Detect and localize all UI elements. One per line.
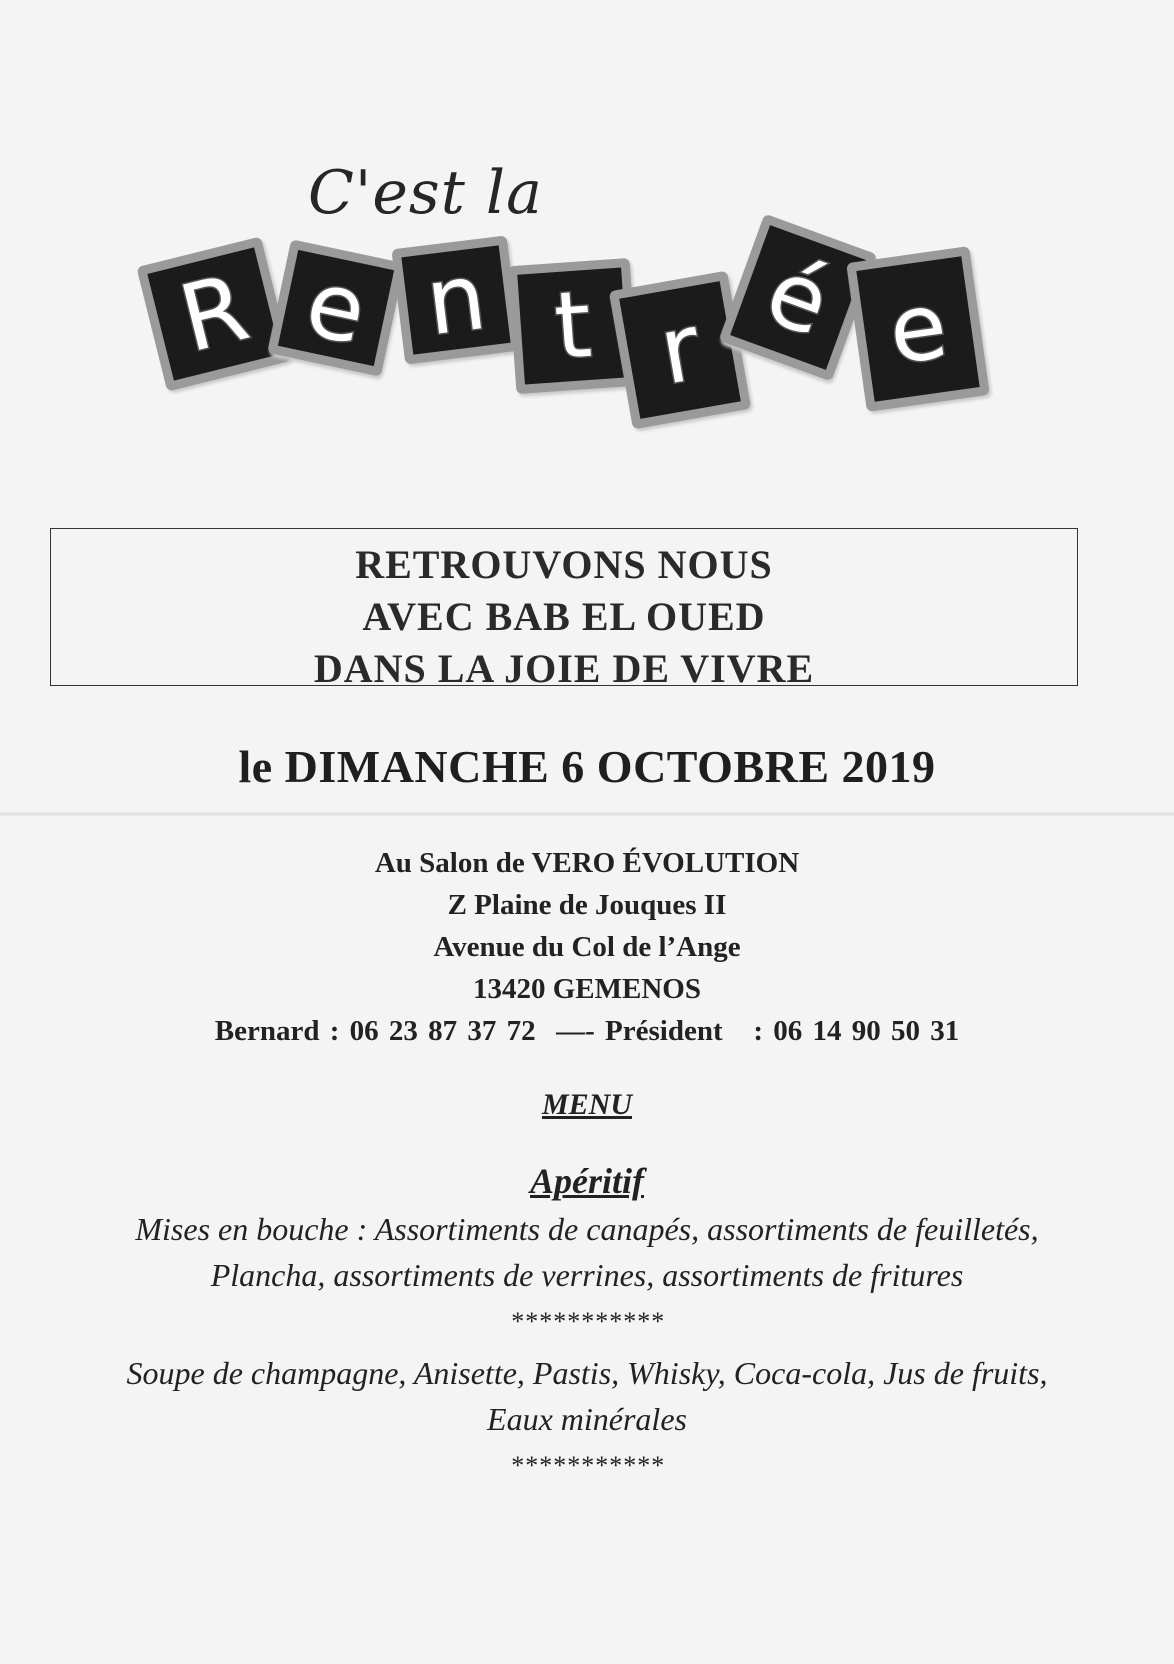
- logo-tile-3: [391, 235, 520, 364]
- event-address: [0, 842, 1174, 1052]
- logo-tile-2: [267, 239, 405, 377]
- rentree-logo: [150, 150, 1030, 480]
- menu-line: Soupe de champagne, Anisette, Pastis, Whisky, Coca-cola, Jus de fruits,: [126, 1355, 1048, 1391]
- menu-separator: ***********: [510, 1451, 664, 1480]
- logo-letter: R: [169, 253, 258, 374]
- logo-letter: t: [551, 270, 595, 381]
- address-city: 13420 GEMENOS: [473, 973, 701, 1005]
- logo-letter: é: [753, 237, 844, 357]
- contact-phones: Bernard : 06 23 87 37 72 —- Président : 06 14 90 50 31: [214, 1015, 960, 1047]
- menu-title: MENU: [541, 1088, 632, 1121]
- logo-letter: r: [651, 293, 708, 406]
- logo-tile-1: [136, 236, 291, 391]
- menu-line: Eaux minérales: [487, 1401, 687, 1437]
- logo-letter: e: [882, 271, 954, 386]
- tagline-line-1: RETROUVONS NOUS: [355, 542, 773, 587]
- logo-script-text: C'est la: [308, 158, 543, 228]
- venue-name: Au Salon de VERO ÉVOLUTION: [374, 847, 800, 879]
- menu-line: Mises en bouche : Assortiments de canapés, assortiments de feuilletés,: [135, 1211, 1039, 1247]
- aperitif-title: Apéritif: [530, 1161, 644, 1201]
- menu-line: Plancha, assortiments de verrines, assortiments de fritures: [210, 1257, 964, 1293]
- address-zone: Z Plaine de Jouques II: [447, 889, 727, 921]
- paper-fold: [0, 812, 1174, 816]
- event-date: le DIMANCHE 6 OCTOBRE 2019: [238, 741, 936, 792]
- logo-tile-7: [846, 246, 990, 412]
- menu-separator: ***********: [510, 1307, 664, 1336]
- logo-letter: n: [420, 242, 492, 357]
- address-street: Avenue du Col de l’Ange: [433, 931, 741, 963]
- tagline-line-3: DANS LA JOIE DE VIVRE: [313, 646, 815, 691]
- tagline-box: [50, 528, 1078, 691]
- logo-letter: e: [297, 249, 375, 366]
- aperitif-menu: [0, 1206, 1174, 1494]
- logo-tile-5: [609, 271, 751, 430]
- tagline-line-2: AVEC BAB EL OUED: [362, 594, 766, 639]
